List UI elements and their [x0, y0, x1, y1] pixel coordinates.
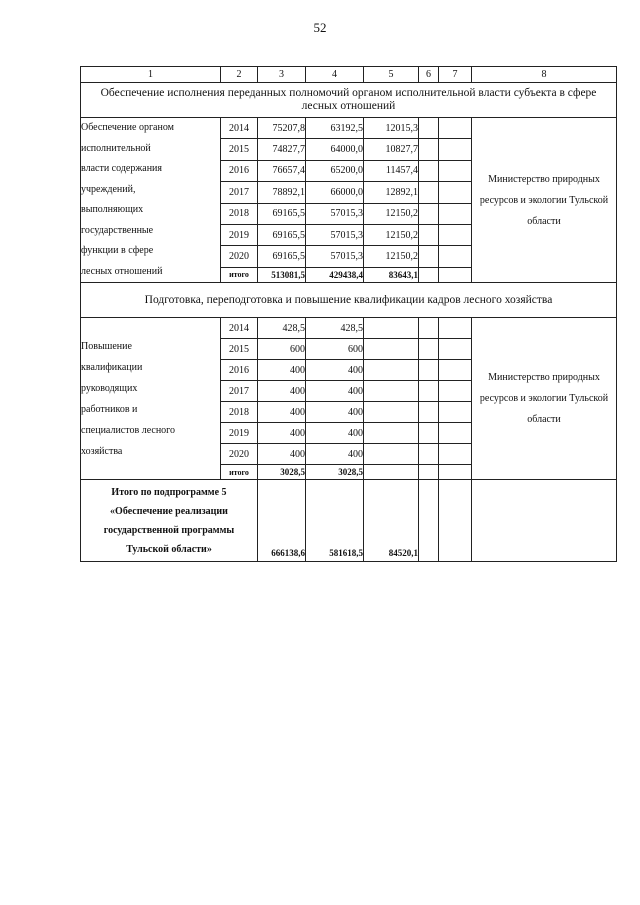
year-cell: 2020: [221, 444, 258, 465]
header-cell: 8: [472, 67, 617, 83]
subtotal-amount: 3028,5: [258, 465, 306, 480]
regional-budget-cell: 64000,0: [306, 139, 364, 160]
description-line: власти содержания: [81, 163, 163, 174]
federal-budget-cell: [364, 360, 419, 381]
total-amount-cell: 78892,1: [258, 182, 306, 203]
empty-cell: [439, 423, 472, 444]
empty-cell: [419, 465, 439, 480]
description-line: лесных отношений: [81, 265, 163, 277]
empty-cell: [419, 160, 439, 181]
grand-total-federal: 84520,1: [364, 480, 419, 562]
total-amount-cell: 69165,5: [258, 203, 306, 224]
grand-total-label-line: государственной программы: [103, 524, 235, 536]
header-cell: 2: [221, 67, 258, 83]
regional-budget-cell: 66000,0: [306, 182, 364, 203]
responsible-organization: Министерство природных ресурсов и экологии Тульской области: [472, 118, 617, 283]
regional-budget-cell: 57015,3: [306, 246, 364, 267]
grand-total-row: [81, 480, 617, 562]
regional-budget-cell: 428,5: [306, 318, 364, 339]
empty-cell: [439, 318, 472, 339]
regional-budget-cell: 57015,3: [306, 224, 364, 245]
year-cell: 2014: [221, 318, 258, 339]
empty-cell: [439, 402, 472, 423]
table-row: [81, 118, 617, 139]
header-row: [81, 67, 617, 83]
empty-cell: [439, 465, 472, 480]
total-amount-cell: 400: [258, 402, 306, 423]
activity-description: [81, 318, 221, 480]
year-cell: 2020: [221, 246, 258, 267]
description-line: Обеспечение органом: [81, 122, 174, 133]
header-cell: 7: [439, 67, 472, 83]
empty-cell: [419, 118, 439, 139]
subtotal-label: итого: [221, 267, 258, 282]
description-line: руководящих: [81, 382, 138, 394]
empty-cell: [419, 203, 439, 224]
empty-cell: [439, 139, 472, 160]
grand-total-label: [81, 480, 258, 562]
header-cell: 5: [364, 67, 419, 83]
year-cell: 2014: [221, 118, 258, 139]
regional-budget-cell: 63192,5: [306, 118, 364, 139]
subtotal-federal: 83643,1: [364, 267, 419, 282]
empty-cell: [439, 480, 472, 562]
total-amount-cell: 400: [258, 360, 306, 381]
empty-cell: [439, 118, 472, 139]
federal-budget-cell: 12150,2: [364, 224, 419, 245]
empty-cell: [419, 224, 439, 245]
grand-total-label-line: Тульской области»: [126, 543, 212, 555]
regional-budget-cell: 600: [306, 339, 364, 360]
empty-cell: [419, 444, 439, 465]
description-line: выполняющих: [81, 204, 144, 215]
empty-cell: [439, 224, 472, 245]
description-line: государственные: [81, 224, 154, 236]
description-line: учреждений,: [81, 183, 136, 195]
federal-budget-cell: 12150,2: [364, 203, 419, 224]
total-amount-cell: 400: [258, 423, 306, 444]
federal-budget-cell: [364, 339, 419, 360]
empty-cell: [419, 246, 439, 267]
section2-title-row: [81, 283, 617, 318]
federal-budget-cell: [364, 381, 419, 402]
year-cell: 2016: [221, 160, 258, 181]
empty-cell: [419, 423, 439, 444]
year-cell: 2019: [221, 224, 258, 245]
subtotal-amount: 513081,5: [258, 267, 306, 282]
regional-budget-cell: 400: [306, 402, 364, 423]
empty-cell: [419, 402, 439, 423]
empty-cell: [439, 203, 472, 224]
year-cell: 2016: [221, 360, 258, 381]
program-table: [80, 66, 617, 562]
year-cell: 2018: [221, 402, 258, 423]
federal-budget-cell: 12892,1: [364, 182, 419, 203]
section1-title-row: [81, 83, 617, 118]
description-line: хозяйства: [81, 445, 123, 457]
table-row: [81, 318, 617, 339]
year-cell: 2018: [221, 203, 258, 224]
grand-total-label-line: Итого по подпрограмме 5: [111, 486, 227, 498]
section-title: Обеспечение исполнения переданных полномочий органом исполнительной власти субъекта в сфере лесных отношений: [81, 83, 617, 118]
empty-cell: [439, 381, 472, 402]
description-line: функции в сфере: [81, 245, 154, 256]
description-line: квалификации: [81, 361, 143, 373]
subtotal-federal: [364, 465, 419, 480]
empty-cell: [419, 480, 439, 562]
total-amount-cell: 600: [258, 339, 306, 360]
empty-cell: [439, 339, 472, 360]
regional-budget-cell: 400: [306, 444, 364, 465]
federal-budget-cell: 10827,7: [364, 139, 419, 160]
total-amount-cell: 400: [258, 444, 306, 465]
subtotal-regional: 429438,4: [306, 267, 364, 282]
activity-description: [81, 118, 221, 283]
empty-cell: [439, 267, 472, 282]
federal-budget-cell: 12015,3: [364, 118, 419, 139]
year-cell: 2019: [221, 423, 258, 444]
empty-cell: [439, 444, 472, 465]
total-amount-cell: 69165,5: [258, 246, 306, 267]
responsible-organization: Министерство природных ресурсов и экологии Тульской области: [472, 318, 617, 480]
year-cell: 2015: [221, 139, 258, 160]
total-amount-cell: 400: [258, 381, 306, 402]
empty-cell: [439, 182, 472, 203]
federal-budget-cell: [364, 423, 419, 444]
regional-budget-cell: 400: [306, 360, 364, 381]
empty-cell: [419, 318, 439, 339]
empty-cell: [419, 267, 439, 282]
regional-budget-cell: 400: [306, 423, 364, 444]
federal-budget-cell: [364, 444, 419, 465]
total-amount-cell: 75207,8: [258, 118, 306, 139]
header-cell: 3: [258, 67, 306, 83]
total-amount-cell: 69165,5: [258, 224, 306, 245]
empty-cell: [419, 381, 439, 402]
description-line: Повышение: [81, 340, 132, 352]
empty-cell: [439, 246, 472, 267]
subtotal-label: итого: [221, 465, 258, 480]
header-cell: 6: [419, 67, 439, 83]
description-line: специалистов лесного: [81, 424, 176, 436]
header-cell: 1: [81, 67, 221, 83]
federal-budget-cell: 11457,4: [364, 160, 419, 181]
federal-budget-cell: [364, 318, 419, 339]
header-cell: 4: [306, 67, 364, 83]
regional-budget-cell: 57015,3: [306, 203, 364, 224]
year-cell: 2015: [221, 339, 258, 360]
description-line: работников и: [81, 403, 138, 415]
grand-total-label-line: «Обеспечение реализации: [110, 505, 228, 517]
regional-budget-cell: 400: [306, 381, 364, 402]
regional-budget-cell: 65200,0: [306, 160, 364, 181]
grand-total-regional: 581618,5: [306, 480, 364, 562]
empty-cell: [419, 360, 439, 381]
federal-budget-cell: [364, 402, 419, 423]
year-cell: 2017: [221, 381, 258, 402]
empty-cell: [419, 339, 439, 360]
empty-cell: [419, 139, 439, 160]
subtotal-regional: 3028,5: [306, 465, 364, 480]
empty-cell: [472, 480, 617, 562]
section-title: Подготовка, переподготовка и повышение квалификации кадров лесного хозяйства: [81, 283, 617, 318]
total-amount-cell: 76657,4: [258, 160, 306, 181]
page-number: 52: [313, 20, 327, 35]
total-amount-cell: 428,5: [258, 318, 306, 339]
description-line: исполнительной: [81, 142, 151, 154]
empty-cell: [439, 160, 472, 181]
federal-budget-cell: 12150,2: [364, 246, 419, 267]
grand-total-amount: 666138,6: [258, 480, 306, 562]
year-cell: 2017: [221, 182, 258, 203]
empty-cell: [439, 360, 472, 381]
total-amount-cell: 74827,7: [258, 139, 306, 160]
empty-cell: [419, 182, 439, 203]
